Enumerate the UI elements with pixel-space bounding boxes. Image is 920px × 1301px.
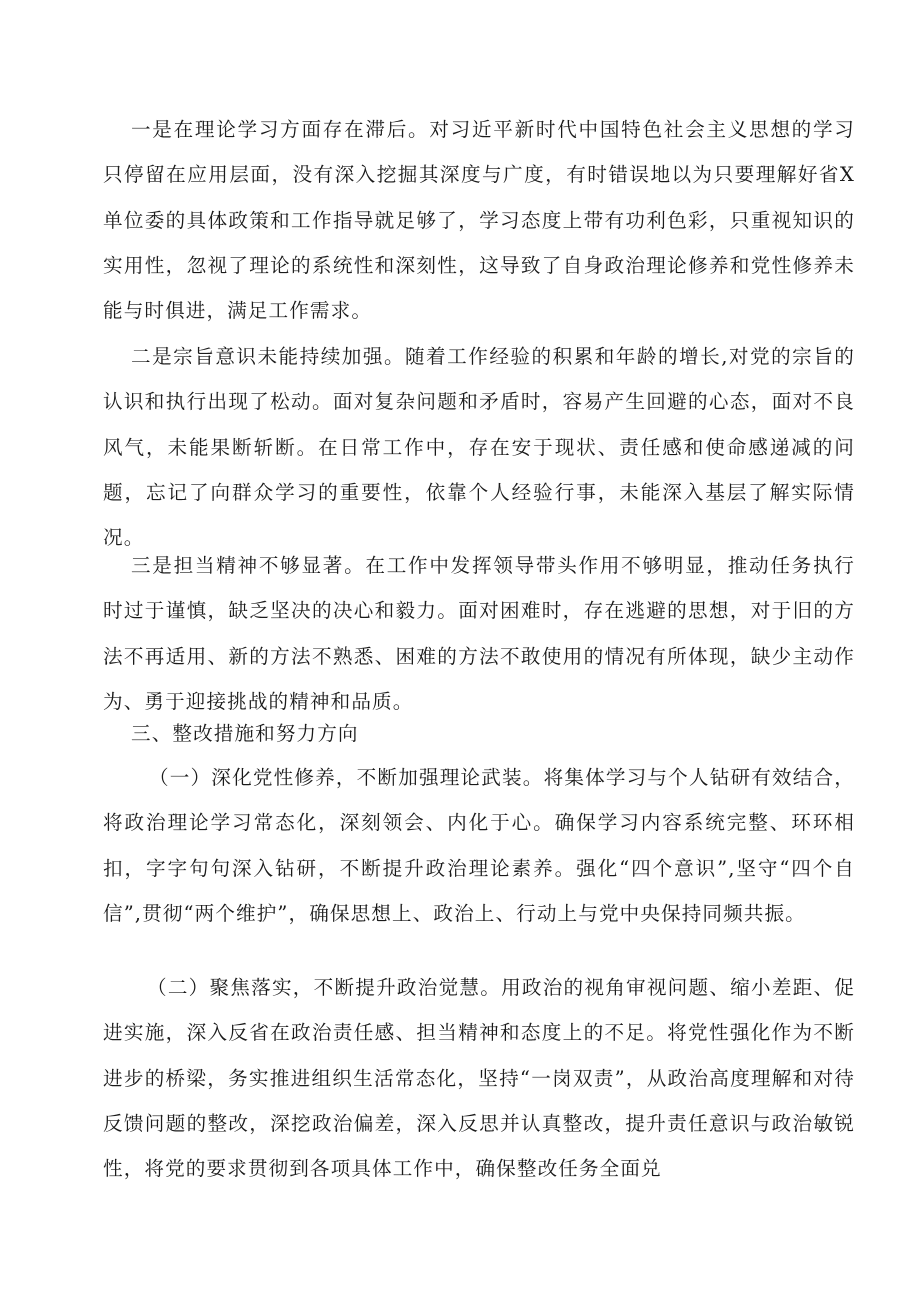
paragraph-theory-study-block xyxy=(103,107,855,333)
section-heading-rectification: 三、整改措施和努力方向 xyxy=(131,722,359,745)
paragraph-responsibility-block xyxy=(103,543,855,724)
paragraph-implementation: （二）聚焦落实，不断提升政治觉慧。用政治的视角审视问题、缩小差距、促进实施，深入反省在政治责任感、担当精神和态度上的不足。将党性强化作为不断进步的桥梁，务实推进组织生活常态化，坚持“一岗双责”，从政治高度理解和对待反馈问题的整改，深挖政治偏差，深入反思并认真整改，提升责任意识与政治敏锐性，将党的要求贯彻到各项具体工作中，确保整改任务全面兑 xyxy=(103,976,855,1181)
section-heading-block xyxy=(103,711,855,756)
paragraph-purpose-awareness-block xyxy=(103,334,855,560)
paragraph-theory-study: 一是在理论学习方面存在滞后。对习近平新时代中国特色社会主义思想的学习只停留在应用层面，没有深入挖掘其深度与广度，有时错误地以为只要理解好省X单位委的具体政策和工作指导就足够了，学习态度上带有功利色彩，只重视知识的实用性，忽视了理论的系统性和深刻性，这导致了自身政治理论修养和党性修养未能与时俱进，满足工作需求。 xyxy=(103,118,855,323)
paragraph-purpose-awareness: 二是宗旨意识未能持续加强。随着工作经验的积累和年龄的增长,对党的宗旨的认识和执行出现了松动。面对复杂问题和矛盾时，容易产生回避的心态，面对不良风气，未能果断斩断。在日常工作中，存在安于现状、责任感和使命感递减的问题，忘记了向群众学习的重要性，依靠个人经验行事，未能深入基层了解实际情况。 xyxy=(103,345,855,550)
paragraph-implementation-block xyxy=(103,965,855,1191)
paragraph-party-spirit-block xyxy=(103,755,855,936)
paragraph-responsibility: 三是担当精神不够显著。在工作中发挥领导带头作用不够明显，推动任务执行时过于谨慎，缺乏坚决的决心和毅力。面对困难时，存在逃避的思想，对于旧的方法不再适用、新的方法不熟悉、困难的方法不敢使用的情况有所体现，缺少主动作为、勇于迎接挑战的精神和品质。 xyxy=(103,554,855,713)
paragraph-party-spirit: （一）深化党性修养，不断加强理论武装。将集体学习与个人钻研有效结合，将政治理论学习常态化，深刻领会、内化于心。确保学习内容系统完整、环环相扣，字字句句深入钻研，不断提升政治理论素养。强化“四个意识”,坚守“四个自信”,贯彻“两个维护”，确保思想上、政治上、行动上与党中央保持同频共振。 xyxy=(103,766,855,925)
